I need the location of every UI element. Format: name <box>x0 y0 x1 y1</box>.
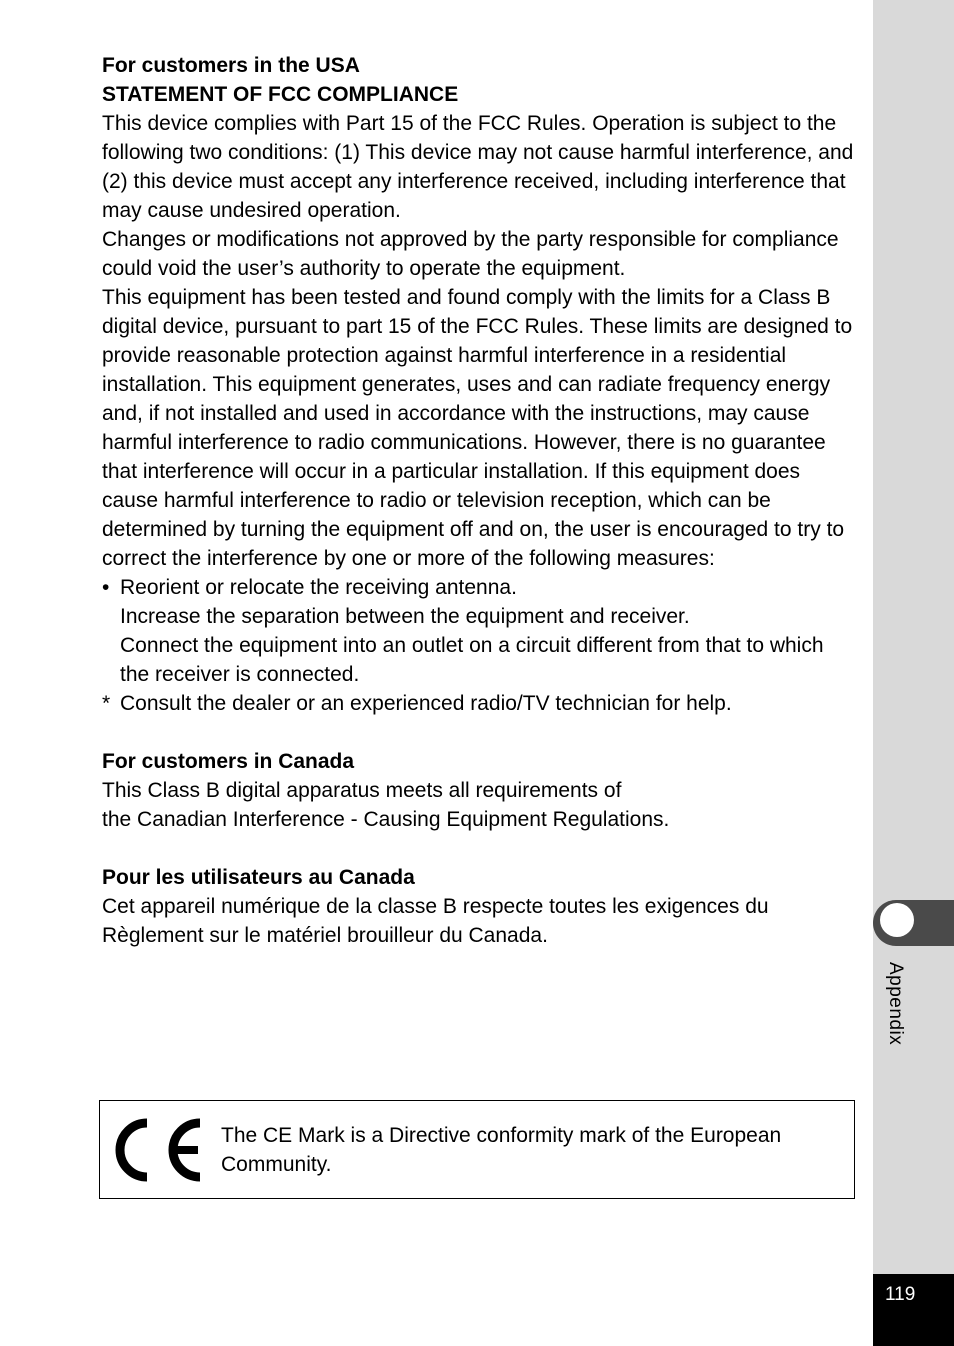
page-number: 119 <box>885 1284 916 1305</box>
ce-text: The CE Mark is a Directive conformity mark of the European Community. <box>221 1124 782 1176</box>
fcc-paragraph-1: This device complies with Part 15 of the FCC Rules. Operation is subject to the following two conditions: (1) This device may not cause harmful interference, and (2) this device must accept any interference received, including interference that may cause undesired operation. <box>102 112 854 222</box>
fcc-paragraph-3: This equipment has been tested and found comply with the limits for a Class B digital device, pursuant to part 15 of the FCC Rules. These limits are designed to provide reasonable protection against harmful interference in a residential installation. This equipment generates, uses and can radiate frequency energy and, if not installed and used in accordance with the instructions, may cause harmful interference to radio communications. However, there is no guarantee that interference will occur in a particular installation. If this equipment does cause harmful interference to radio or television reception, which can be determined by turning the equipment off and on, the user is encouraged to try to correct the interference by one or more of the following measures: <box>102 286 853 570</box>
asterisk-icon: * <box>102 692 111 715</box>
measure-text-1: Reorient or relocate the receiving antenna. <box>120 576 517 599</box>
consult-text: Consult the dealer or an experienced radio/TV technician for help. <box>120 692 732 715</box>
bullet-icon: • <box>102 576 110 599</box>
canada-fr-text: Cet appareil numérique de la classe B respecte toutes les exigences du Règlement sur le matériel brouilleur du Canada. <box>102 895 769 947</box>
measure-text-3: Connect the equipment into an outlet on a circuit different from that to which the receiver is connected. <box>120 634 824 686</box>
fcc-paragraph-2: Changes or modifications not approved by the party responsible for compliance could void the user’s authority to operate the equipment. <box>102 228 839 280</box>
section-tab-circle-icon <box>880 903 914 937</box>
sidebar-strip <box>873 0 954 1346</box>
consult-item <box>102 689 858 718</box>
canada-line-2: the Canadian Interference - Causing Equipment Regulations. <box>102 808 670 831</box>
measure-item <box>102 573 858 689</box>
ce-notice-box <box>99 1100 855 1199</box>
usa-heading: For customers in the USA <box>102 54 360 77</box>
canada-line-1: This Class B digital apparatus meets all requirements of <box>102 779 622 802</box>
main-content <box>102 51 858 950</box>
canada-heading: For customers in Canada <box>102 750 355 773</box>
fcc-heading: STATEMENT OF FCC COMPLIANCE <box>102 83 459 106</box>
ce-mark-icon <box>114 1117 206 1183</box>
section-label: Appendix <box>885 962 906 1046</box>
canada-fr-heading: Pour les utilisateurs au Canada <box>102 866 415 889</box>
measure-text-2: Increase the separation between the equipment and receiver. <box>120 605 690 628</box>
